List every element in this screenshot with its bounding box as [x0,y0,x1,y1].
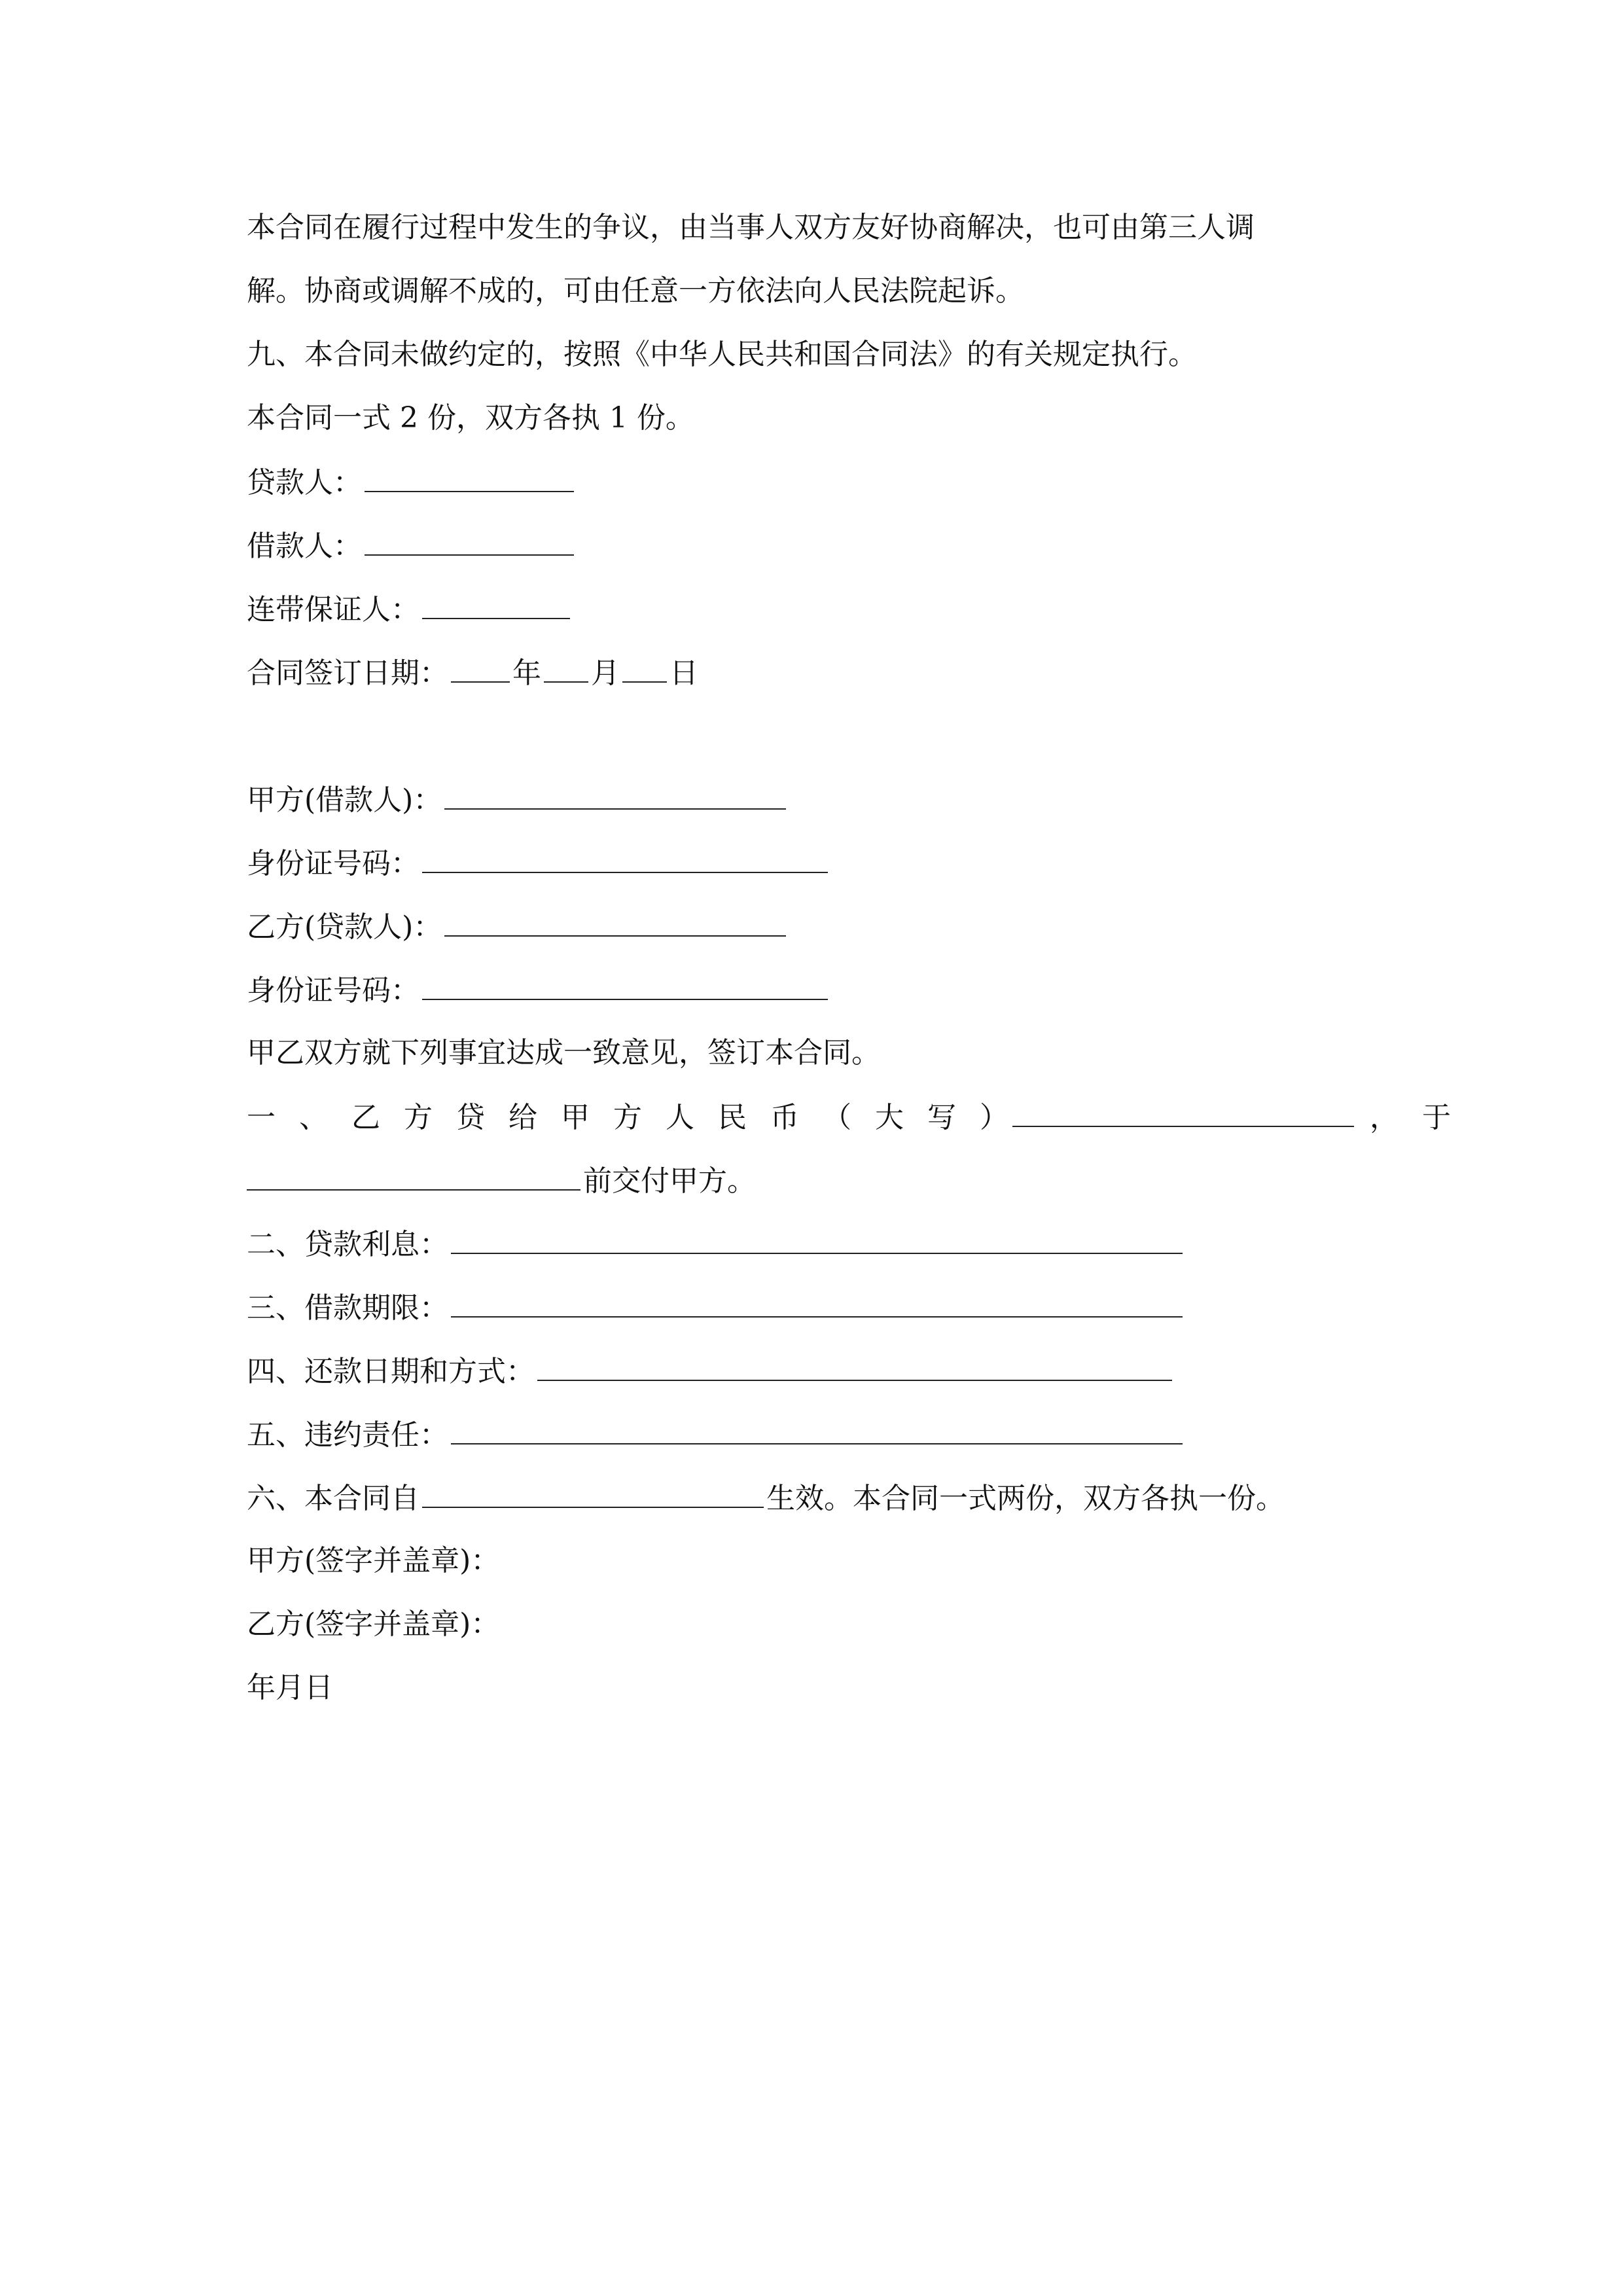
amount-blank[interactable] [1012,1097,1354,1127]
party-a-row [247,780,789,820]
term-blank[interactable] [451,1287,1183,1318]
clause-1-suffix: ，于 [1370,1101,1474,1134]
clause-9: 九、本合同未做约定的，按照《中华人民共和国合同法》的有关规定执行。 [247,338,1197,371]
dispute-line-1: 本合同在履行过程中发生的争议，由当事人双方友好协商解决，也可由第三人调 [247,211,1255,244]
party-a-label: 甲方(借款人)： [247,783,442,817]
party-b-row [247,906,789,947]
id-number-a-blank[interactable] [422,843,828,873]
clause-1-cont-row [247,1160,756,1201]
month-label: 月 [591,656,620,690]
date-footer: 年月日 [247,1671,333,1704]
repayment-blank[interactable] [537,1351,1172,1381]
liability-blank[interactable] [451,1414,1183,1444]
clause-1-cont-text: 前交付甲方。 [583,1164,756,1198]
clause-3-row [247,1287,1185,1328]
lender-row [247,462,577,503]
id-number-b-blank[interactable] [422,970,828,1000]
delivery-date-blank[interactable] [247,1160,580,1191]
clause-5-row [247,1414,1185,1455]
day-label: 日 [669,656,698,690]
clause-1-row [247,1097,1474,1138]
clause-5-label: 五、违约责任： [247,1418,448,1452]
effective-blank[interactable] [422,1478,764,1508]
intro-statement: 甲乙双方就下列事宜达成一致意见，签订本合同。 [247,1036,880,1069]
id-number-b-row [247,970,830,1011]
month-blank[interactable] [544,653,588,683]
year-blank[interactable] [451,653,510,683]
party-a-blank[interactable] [444,780,786,810]
copies-statement: 本合同一式 2 份，双方各执 1 份。 [247,401,694,435]
clause-2-label: 二、贷款利息： [247,1228,448,1261]
guarantor-blank[interactable] [422,589,570,619]
clause-4-row [247,1351,1175,1391]
guarantor-row [247,589,573,630]
year-label: 年 [512,656,541,690]
clause-1-text: 一、乙方贷给甲方人民币（大写） [247,1101,1032,1134]
lender-blank[interactable] [365,462,574,492]
borrower-blank[interactable] [365,526,574,556]
borrower-label: 借款人： [247,529,362,563]
clause-6-text: 六、本合同自 [247,1482,419,1515]
clause-3-label: 三、借款期限： [247,1291,448,1325]
party-a-sign: 甲方(签字并盖章)： [247,1544,500,1577]
party-b-sign: 乙方(签字并盖章)： [247,1607,500,1641]
sign-date-row [247,653,698,693]
id-number-a-row [247,843,830,884]
dispute-line-2: 解。协商或调解不成的，可由任意一方依法向人民法院起诉。 [247,274,1024,308]
sign-date-label: 合同签订日期： [247,656,448,690]
interest-blank[interactable] [451,1224,1183,1254]
clause-6-row [247,1478,1285,1518]
party-b-label: 乙方(贷款人)： [247,910,442,944]
clause-4-label: 四、还款日期和方式： [247,1355,535,1388]
clause-6-suffix: 生效。本合同一式两份，双方各执一份。 [766,1482,1285,1515]
clause-2-row [247,1224,1185,1265]
id-number-b-label: 身份证号码： [247,974,419,1007]
day-blank[interactable] [622,653,667,683]
lender-label: 贷款人： [247,466,362,499]
party-b-blank[interactable] [444,906,786,937]
guarantor-label: 连带保证人： [247,593,419,626]
borrower-row [247,526,577,566]
id-number-a-label: 身份证号码： [247,847,419,880]
